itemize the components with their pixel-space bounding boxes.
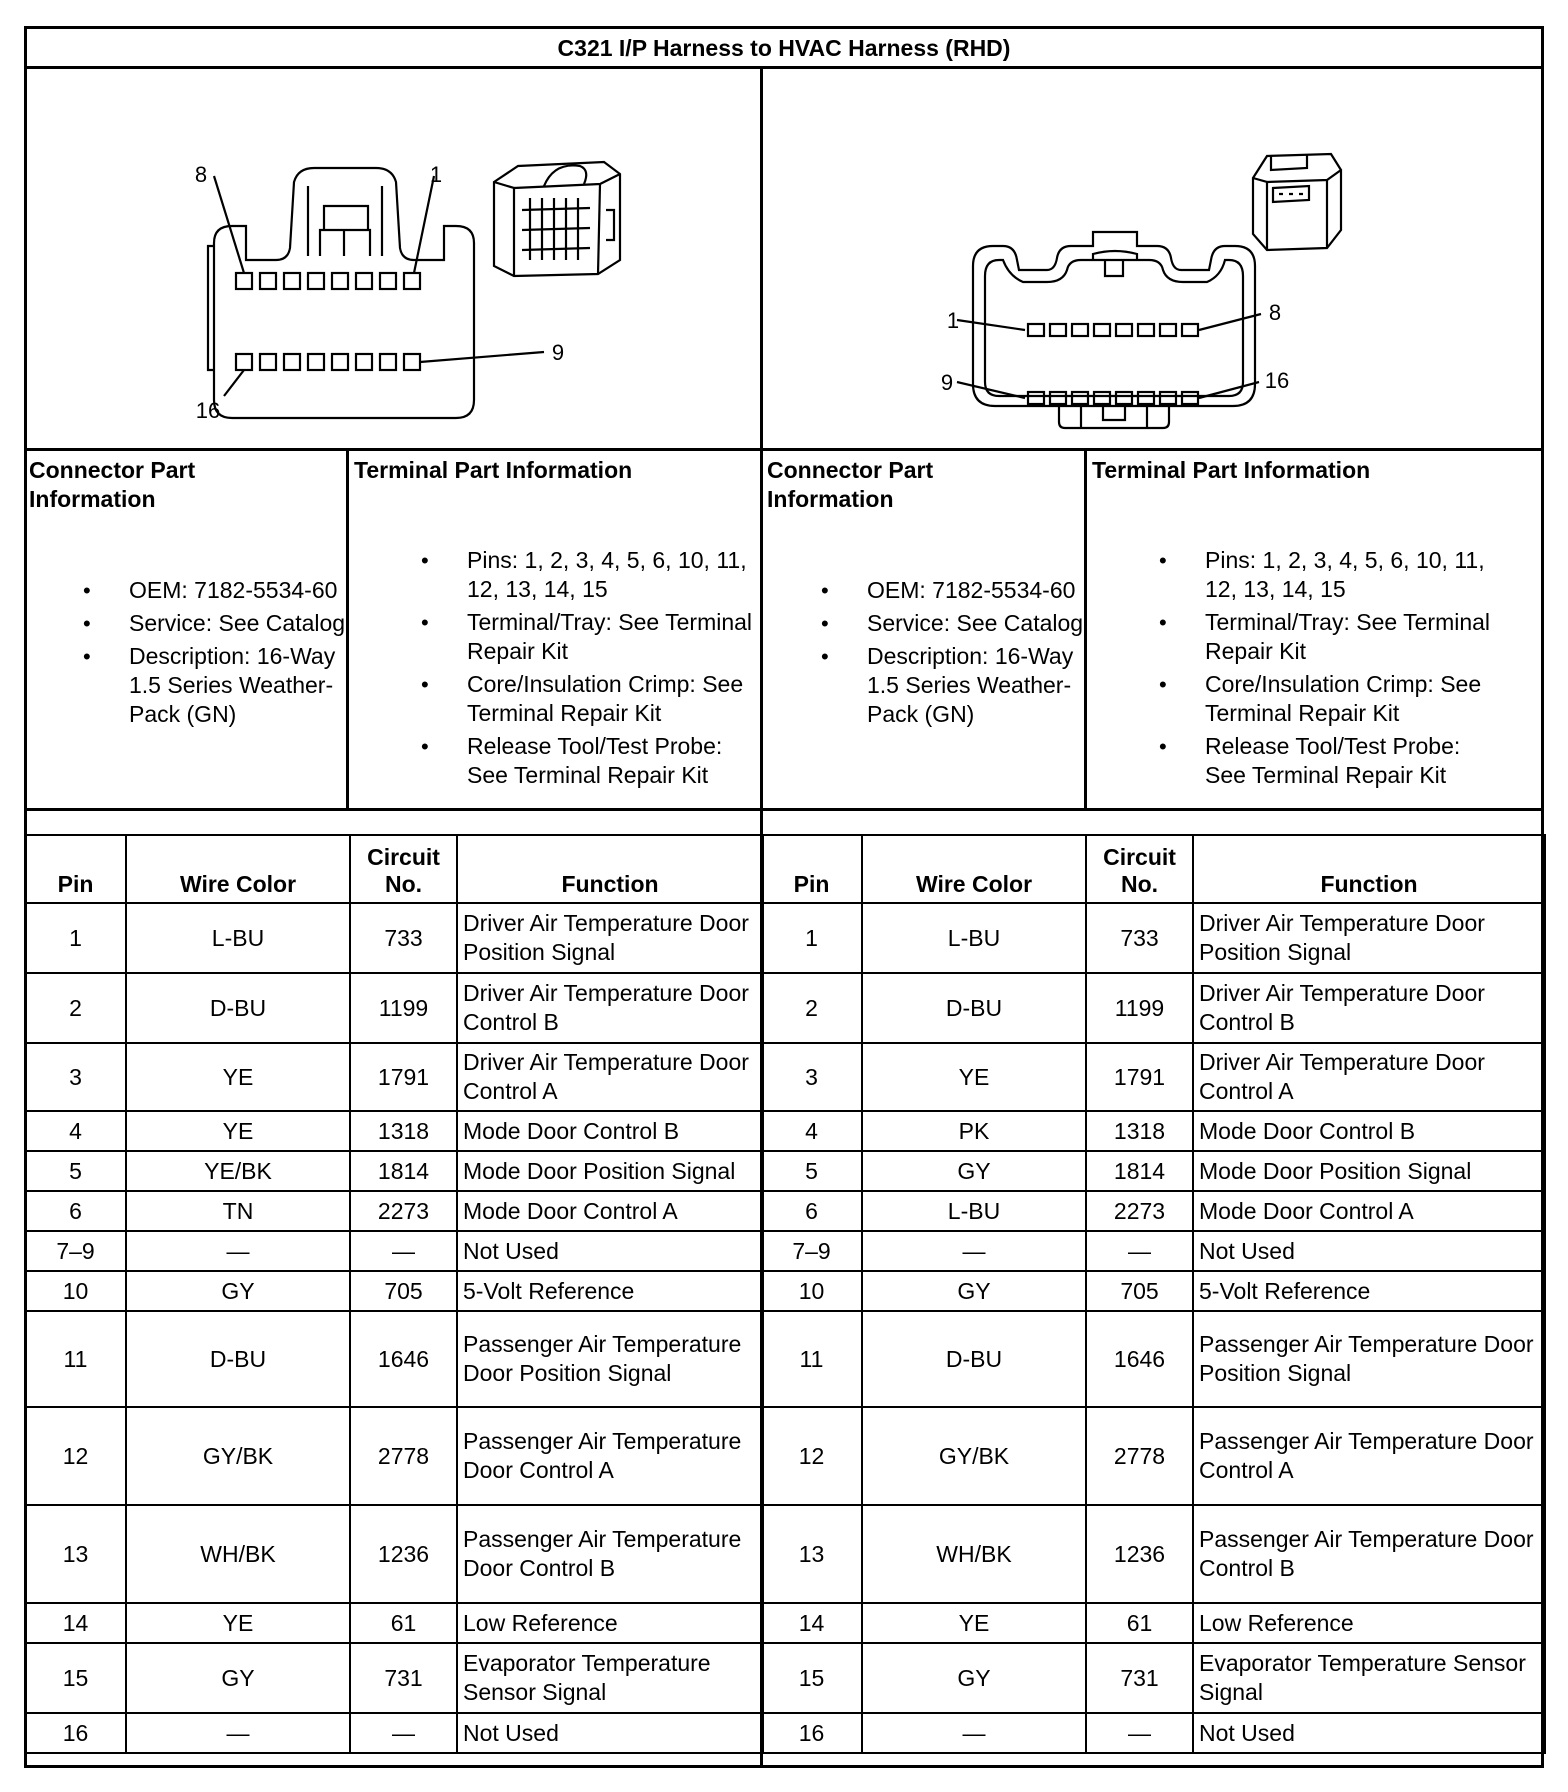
cell-function: Mode Door Control B (1193, 1111, 1545, 1151)
table-row (761, 903, 1545, 973)
cell-pin: 1 (25, 903, 126, 973)
cell-pin: 2 (25, 973, 126, 1043)
cell-wire-color: D-BU (862, 1311, 1086, 1407)
table-row (761, 1111, 1545, 1151)
cell-pin: 3 (25, 1043, 126, 1111)
terminal-part-list (1205, 546, 1495, 794)
right-pin-table (760, 834, 1546, 1754)
table-row (761, 1505, 1545, 1603)
bottom-pin-row (236, 354, 420, 370)
pin-label-16: 16 (1264, 368, 1290, 393)
table-row (761, 1271, 1545, 1311)
divider (24, 808, 1544, 811)
cell-wire-color: GY (126, 1271, 350, 1311)
cell-circuit: 61 (350, 1603, 457, 1643)
table-row (25, 1191, 763, 1231)
cell-function: Low Reference (457, 1603, 763, 1643)
cell-function: Evaporator Temperature Sensor Signal (1193, 1643, 1545, 1713)
cell-wire-color: YE (126, 1603, 350, 1643)
cell-function: Mode Door Control A (1193, 1191, 1545, 1231)
divider (24, 66, 1544, 69)
cell-circuit: 1814 (350, 1151, 457, 1191)
cell-circuit: 2778 (350, 1407, 457, 1505)
cell-pin: 3 (761, 1043, 862, 1111)
list-item: • Description: 16-Way 1.5 Series Weather-Pack (GN) (867, 642, 1085, 729)
divider (24, 448, 1544, 451)
cell-pin: 14 (25, 1603, 126, 1643)
cell-circuit: — (1086, 1713, 1193, 1753)
cell-function: Driver Air Temperature Door Control A (1193, 1043, 1545, 1111)
table-row (761, 1151, 1545, 1191)
header-circuit: Circuit No. (350, 835, 457, 903)
table-row (761, 1231, 1545, 1271)
cell-wire-color: D-BU (862, 973, 1086, 1043)
cell-circuit: — (350, 1713, 457, 1753)
list-item: • Service: See Catalog (129, 609, 347, 638)
left-pin-table (24, 834, 764, 1754)
cell-circuit: 2273 (350, 1191, 457, 1231)
cell-function: Not Used (1193, 1231, 1545, 1271)
list-item: • OEM: 7182-5534-60 (867, 576, 1085, 605)
header-function: Function (1193, 835, 1545, 903)
cell-circuit: 1318 (350, 1111, 457, 1151)
list-item: • OEM: 7182-5534-60 (129, 576, 347, 605)
cell-circuit: 1318 (1086, 1111, 1193, 1151)
pin-label-9: 9 (551, 340, 565, 365)
connector-part-list (129, 576, 347, 733)
pin-label-8: 8 (1268, 300, 1282, 325)
list-item: • Terminal/Tray: See Terminal Repair Kit (1205, 608, 1495, 666)
cell-circuit: 1199 (1086, 973, 1193, 1043)
cell-function: Passenger Air Temperature Door Control B (457, 1505, 763, 1603)
table-row (25, 1231, 763, 1271)
list-item: • Release Tool/Test Probe: See Terminal Repair Kit (467, 732, 757, 790)
cell-pin: 5 (761, 1151, 862, 1191)
table-row (25, 1043, 763, 1111)
cell-function: Mode Door Control B (457, 1111, 763, 1151)
header-pin: Pin (761, 835, 862, 903)
cell-wire-color: — (126, 1231, 350, 1271)
cell-circuit: — (1086, 1231, 1193, 1271)
cell-wire-color: D-BU (126, 1311, 350, 1407)
header-function: Function (457, 835, 763, 903)
cell-circuit: 731 (1086, 1643, 1193, 1713)
cell-circuit: 1236 (350, 1505, 457, 1603)
cell-wire-color: GY (126, 1643, 350, 1713)
cell-pin: 4 (25, 1111, 126, 1151)
cell-pin: 16 (25, 1713, 126, 1753)
cell-circuit: 705 (350, 1271, 457, 1311)
table-row (25, 1505, 763, 1603)
terminal-part-heading: Terminal Part Information (354, 457, 633, 483)
cell-function: 5-Volt Reference (1193, 1271, 1545, 1311)
cell-pin: 5 (25, 1151, 126, 1191)
cell-function: Passenger Air Temperature Door Control A (457, 1407, 763, 1505)
cell-function: Driver Air Temperature Door Position Signal (1193, 903, 1545, 973)
list-item: • Pins: 1, 2, 3, 4, 5, 6, 10, 11, 12, 13, 14, 15 (467, 546, 757, 604)
table-row (761, 1643, 1545, 1713)
cell-wire-color: GY/BK (862, 1407, 1086, 1505)
bottom-pin-row (1028, 392, 1198, 404)
cell-function: Passenger Air Temperature Door Position Signal (457, 1311, 763, 1407)
cell-pin: 12 (25, 1407, 126, 1505)
cell-function: Driver Air Temperature Door Control B (457, 973, 763, 1043)
cell-pin: 13 (761, 1505, 862, 1603)
table-row (761, 973, 1545, 1043)
cell-function: Driver Air Temperature Door Control A (457, 1043, 763, 1111)
cell-circuit: 61 (1086, 1603, 1193, 1643)
pin-label-8: 8 (194, 162, 208, 187)
cell-circuit: 1646 (1086, 1311, 1193, 1407)
table-row (25, 1111, 763, 1151)
pin-label-9: 9 (940, 370, 954, 395)
header-pin: Pin (25, 835, 126, 903)
list-item: • Release Tool/Test Probe: See Terminal Repair Kit (1205, 732, 1495, 790)
cell-function: Low Reference (1193, 1603, 1545, 1643)
table-row (761, 1191, 1545, 1231)
top-pin-row (1028, 324, 1198, 336)
cell-circuit: 733 (1086, 903, 1193, 973)
table-row (25, 1643, 763, 1713)
cell-function: Driver Air Temperature Door Control B (1193, 973, 1545, 1043)
list-item: • Description: 16-Way 1.5 Series Weather-Pack (GN) (129, 642, 347, 729)
cell-circuit: — (350, 1231, 457, 1271)
cell-pin: 1 (761, 903, 862, 973)
terminal-part-list (467, 546, 757, 794)
cell-pin: 4 (761, 1111, 862, 1151)
list-item: • Service: See Catalog (867, 609, 1085, 638)
table-row (761, 1311, 1545, 1407)
cell-function: Not Used (457, 1231, 763, 1271)
cell-wire-color: TN (126, 1191, 350, 1231)
cell-wire-color: WH/BK (126, 1505, 350, 1603)
cell-pin: 7–9 (25, 1231, 126, 1271)
table-row (25, 973, 763, 1043)
cell-pin: 15 (761, 1643, 862, 1713)
list-item: • Terminal/Tray: See Terminal Repair Kit (467, 608, 757, 666)
cell-circuit: 1199 (350, 973, 457, 1043)
cell-function: Mode Door Position Signal (457, 1151, 763, 1191)
cell-wire-color: YE/BK (126, 1151, 350, 1191)
cell-function: Passenger Air Temperature Door Control B (1193, 1505, 1545, 1603)
page-title: C321 I/P Harness to HVAC Harness (RHD) (557, 35, 1011, 61)
cell-wire-color: — (862, 1713, 1086, 1753)
cell-pin: 15 (25, 1643, 126, 1713)
table-row (761, 1407, 1545, 1505)
connector-part-heading: Connector Part Information (767, 457, 934, 512)
cell-pin: 16 (761, 1713, 862, 1753)
cell-wire-color: WH/BK (862, 1505, 1086, 1603)
cell-function: Evaporator Temperature Sensor Signal (457, 1643, 763, 1713)
right-connector-diagram (763, 70, 1541, 446)
header-wire-color: Wire Color (126, 835, 350, 903)
table-row (25, 1311, 763, 1407)
cell-circuit: 705 (1086, 1271, 1193, 1311)
left-connector-diagram (24, 70, 758, 446)
table-row (761, 1603, 1545, 1643)
cell-pin: 13 (25, 1505, 126, 1603)
cell-wire-color: GY (862, 1271, 1086, 1311)
table-row (25, 1407, 763, 1505)
cell-circuit: 1236 (1086, 1505, 1193, 1603)
connector-part-heading: Connector Part Information (29, 457, 196, 512)
cell-pin: 11 (25, 1311, 126, 1407)
list-item: • Core/Insulation Crimp: See Terminal Repair Kit (1205, 670, 1495, 728)
cell-wire-color: YE (126, 1043, 350, 1111)
list-item: • Core/Insulation Crimp: See Terminal Repair Kit (467, 670, 757, 728)
cell-function: 5-Volt Reference (457, 1271, 763, 1311)
cell-function: Mode Door Position Signal (1193, 1151, 1545, 1191)
cell-wire-color: YE (862, 1043, 1086, 1111)
cell-wire-color: GY/BK (126, 1407, 350, 1505)
cell-pin: 6 (25, 1191, 126, 1231)
cell-circuit: 1791 (350, 1043, 457, 1111)
pin-label-16: 16 (195, 398, 221, 423)
cell-wire-color: YE (126, 1111, 350, 1151)
connector-part-list (867, 576, 1085, 733)
cell-function: Passenger Air Temperature Door Control A (1193, 1407, 1545, 1505)
right-connector-thumbnail (1253, 154, 1341, 250)
cell-circuit: 2778 (1086, 1407, 1193, 1505)
cell-circuit: 733 (350, 903, 457, 973)
cell-function: Passenger Air Temperature Door Position Signal (1193, 1311, 1545, 1407)
cell-pin: 11 (761, 1311, 862, 1407)
cell-wire-color: L-BU (126, 903, 350, 973)
cell-wire-color: GY (862, 1151, 1086, 1191)
cell-pin: 12 (761, 1407, 862, 1505)
table-row (761, 1043, 1545, 1111)
top-pin-row (236, 273, 420, 289)
cell-circuit: 1646 (350, 1311, 457, 1407)
list-item: • Pins: 1, 2, 3, 4, 5, 6, 10, 11, 12, 13, 14, 15 (1205, 546, 1495, 604)
cell-function: Mode Door Control A (457, 1191, 763, 1231)
cell-wire-color: GY (862, 1643, 1086, 1713)
cell-circuit: 1791 (1086, 1043, 1193, 1111)
cell-pin: 2 (761, 973, 862, 1043)
cell-function: Not Used (1193, 1713, 1545, 1753)
table-row (25, 1603, 763, 1643)
pin-label-1: 1 (946, 308, 960, 333)
table-row (25, 1271, 763, 1311)
header-circuit: Circuit No. (1086, 835, 1193, 903)
cell-circuit: 731 (350, 1643, 457, 1713)
cell-wire-color: L-BU (862, 903, 1086, 973)
cell-pin: 14 (761, 1603, 862, 1643)
cell-wire-color: L-BU (862, 1191, 1086, 1231)
cell-function: Driver Air Temperature Door Position Signal (457, 903, 763, 973)
cell-wire-color: — (862, 1231, 1086, 1271)
table-row (761, 1713, 1545, 1753)
cell-pin: 10 (25, 1271, 126, 1311)
table-row (25, 903, 763, 973)
table-row (25, 1151, 763, 1191)
cell-pin: 10 (761, 1271, 862, 1311)
cell-wire-color: YE (862, 1603, 1086, 1643)
cell-circuit: 2273 (1086, 1191, 1193, 1231)
cell-wire-color: PK (862, 1111, 1086, 1151)
left-connector-thumbnail (494, 162, 620, 276)
cell-pin: 7–9 (761, 1231, 862, 1271)
cell-circuit: 1814 (1086, 1151, 1193, 1191)
table-row (25, 1713, 763, 1753)
connector-sheet (24, 26, 1544, 1768)
terminal-part-heading: Terminal Part Information (1092, 457, 1371, 483)
cell-wire-color: — (126, 1713, 350, 1753)
cell-pin: 6 (761, 1191, 862, 1231)
cell-function: Not Used (457, 1713, 763, 1753)
cell-wire-color: D-BU (126, 973, 350, 1043)
header-wire-color: Wire Color (862, 835, 1086, 903)
pin-label-1: 1 (429, 162, 443, 187)
